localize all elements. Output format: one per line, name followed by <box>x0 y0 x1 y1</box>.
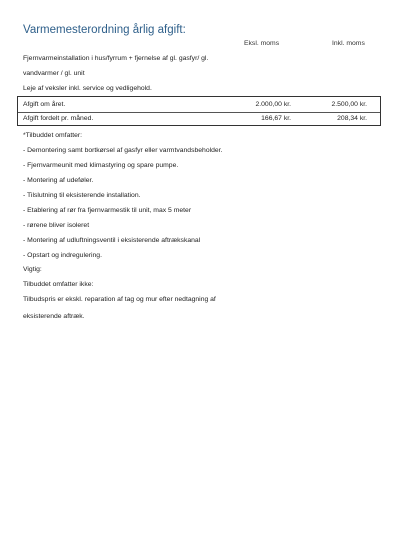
intro-line-2: vandvarmer / gl. unit <box>23 70 85 77</box>
body-line: - Montering af udluftningsventil i eksisterende aftrækskanal <box>23 237 201 244</box>
header-excl-moms: Eksl. moms <box>244 40 280 47</box>
body-line: *Tilbuddet omfatter: <box>23 132 83 139</box>
body-line: - Opstart og indregulering. <box>23 252 102 259</box>
body-line: - Tilslutning til eksisterende installation. <box>23 192 141 199</box>
price-table <box>17 96 381 126</box>
row-label: Afgift om året. <box>23 101 66 108</box>
body-line: - rørene bliver isoleret <box>23 222 90 229</box>
body-line: Tilbudspris er ekskl. reparation af tag og mur efter nedtagning af <box>23 296 216 303</box>
header-incl-moms: Inkl. moms <box>332 40 365 47</box>
page-title: Varmemesterordning årlig afgift: <box>23 24 186 36</box>
intro-line-1: Fjernvarmeinstallation i hus/fyrrum + fjernelse af gl. gasfyr/ gl. <box>23 55 209 62</box>
row-incl-value: 208,34 kr. <box>337 115 367 122</box>
row-label: Afgift fordelt pr. måned. <box>23 115 94 122</box>
intro-line-3: Leje af veksler inkl. service og vedligehold. <box>23 85 152 92</box>
body-line: - Montering af udeføler. <box>23 177 94 184</box>
body-line: Vigtig: <box>23 266 42 273</box>
row-incl-value: 2.500,00 kr. <box>331 101 367 108</box>
body-line: - Etablering af rør fra fjernvarmestik til unit, max 5 meter <box>23 207 192 214</box>
row-excl-value: 2.000,00 kr. <box>255 101 291 108</box>
body-line: - Demontering samt bortkørsel af gasfyr eller varmtvandsbeholder. <box>23 147 223 154</box>
body-line: eksisterende aftræk. <box>23 313 85 320</box>
table-row-yearly <box>18 98 380 113</box>
table-row-monthly <box>18 112 380 126</box>
body-line: - Fjernvarmeunit med klimastyring og spare pumpe. <box>23 162 179 169</box>
body-line: Tilbuddet omfatter ikke: <box>23 281 94 288</box>
row-excl-value: 166,67 kr. <box>261 115 291 122</box>
